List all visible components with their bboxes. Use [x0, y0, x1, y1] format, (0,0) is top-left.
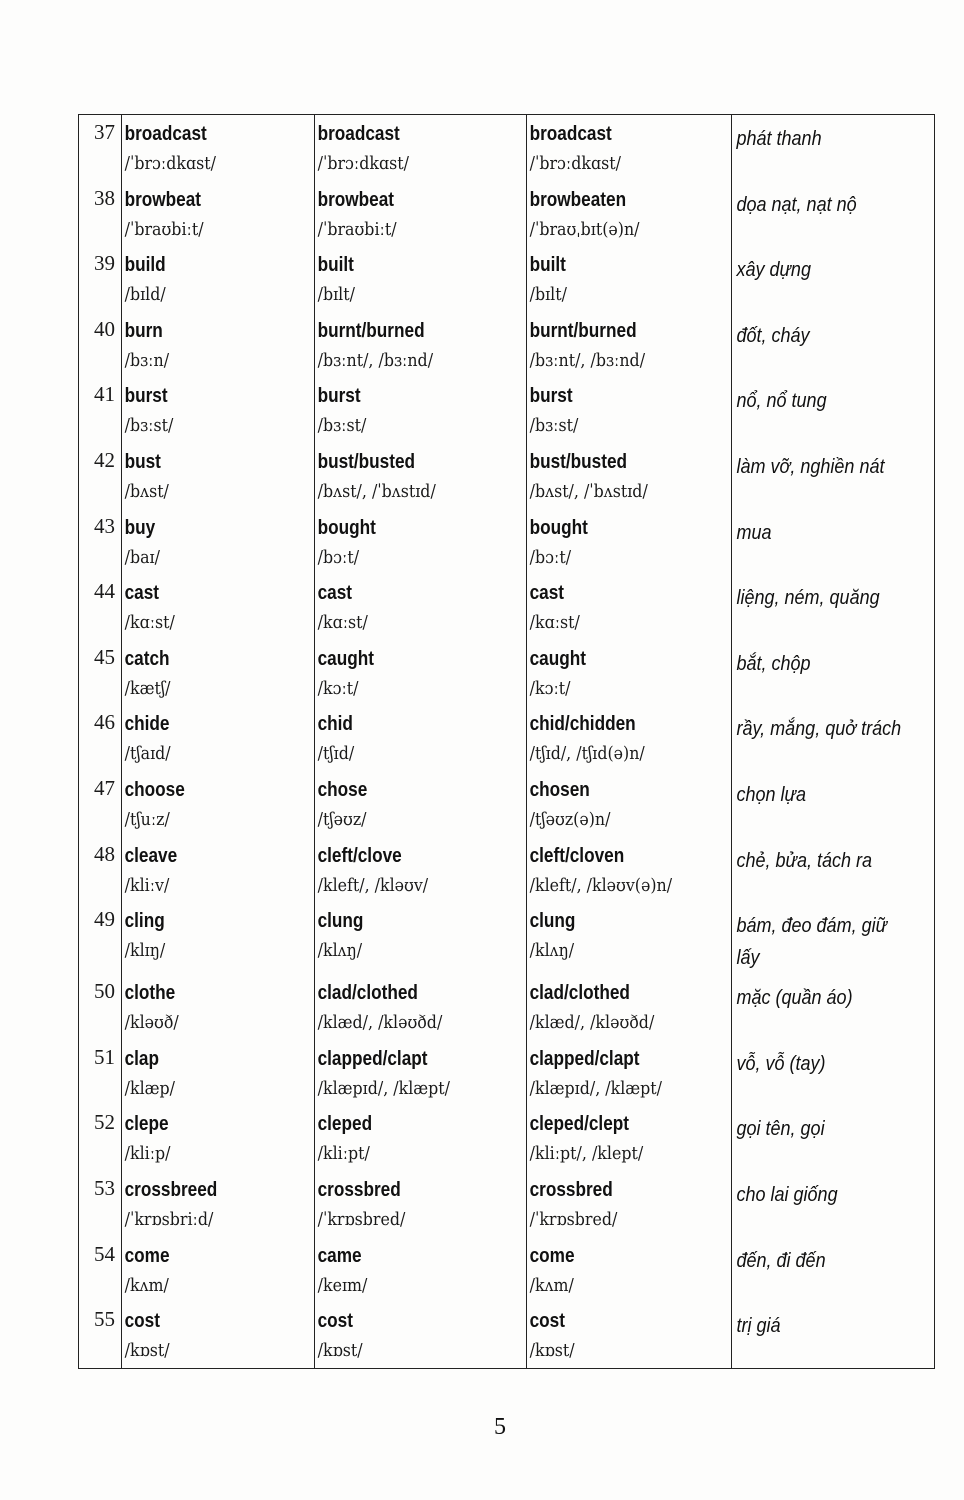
number-cell: [79, 443, 122, 509]
past-simple-pronunciation: /klæd/, /kləʊðd/: [317, 1012, 443, 1034]
past-simple-pronunciation: /ˈbrɔːdkɑst/: [317, 153, 409, 174]
verb-number: 40: [94, 316, 115, 341]
vietnamese-meaning: liệng, ném, quăng: [736, 587, 880, 610]
base-form-cell: [122, 312, 315, 378]
base-form-cell: [122, 974, 315, 1040]
meaning-cell: [732, 181, 935, 247]
base-pronunciation: /kliːv/: [124, 874, 170, 896]
past-simple-pronunciation: /bɜːnt/, /bɜːnd/: [317, 349, 434, 371]
number-cell: [79, 902, 122, 974]
base-form: clepe: [124, 1113, 169, 1136]
table-body: [79, 115, 935, 1369]
past-participle-cell: [527, 443, 732, 509]
past-participle-pronunciation: /klæpɪd/, /klæpt/: [529, 1077, 663, 1099]
verb-number: 49: [94, 907, 115, 932]
table-row: [79, 902, 935, 974]
past-simple-cell: [315, 705, 527, 771]
meaning-cell: [732, 1302, 935, 1368]
past-simple-cell: [315, 640, 527, 706]
past-participle-pronunciation: /kɔːt/: [529, 677, 571, 699]
base-form: broadcast: [124, 123, 207, 145]
past-simple-pronunciation: /kleft/, /kləʊv/: [317, 874, 429, 896]
verb-number: 51: [94, 1044, 115, 1069]
number-cell: [79, 181, 122, 247]
past-participle: clapped/clapt: [529, 1047, 640, 1070]
past-participle: cast: [529, 582, 565, 605]
table-row: [79, 640, 935, 706]
base-form-cell: [122, 1302, 315, 1368]
past-simple-cell: [315, 181, 527, 247]
vietnamese-meaning: chọn lựa: [736, 783, 806, 806]
past-simple: chid: [317, 713, 353, 736]
past-participle: caught: [529, 647, 586, 670]
past-simple-pronunciation: /tʃəʊz/: [317, 808, 367, 830]
base-pronunciation: /ˈbrɔːdkɑst/: [124, 153, 216, 174]
meaning-cell: [732, 771, 935, 837]
past-participle-cell: [527, 837, 732, 903]
past-simple-pronunciation: /kɑːst/: [317, 612, 368, 634]
past-participle: come: [529, 1244, 575, 1267]
number-cell: [79, 1171, 122, 1237]
base-form: burst: [124, 385, 168, 408]
meaning-cell: [732, 509, 935, 575]
meaning-cell: [732, 1171, 935, 1237]
base-pronunciation: /kliːp/: [124, 1143, 171, 1165]
vietnamese-meaning: nổ, nổ tung: [736, 390, 827, 413]
base-form: bust: [124, 450, 161, 473]
past-participle-pronunciation: /tʃɪd/, /tʃɪd(ə)n/: [529, 743, 645, 765]
past-participle-cell: [527, 1040, 732, 1106]
past-participle-cell: [527, 1237, 732, 1303]
base-pronunciation: /bɪld/: [124, 284, 166, 306]
base-form-cell: [122, 574, 315, 640]
irregular-verbs-table: [78, 114, 935, 1369]
past-participle: built: [529, 254, 566, 277]
past-simple-cell: [315, 771, 527, 837]
table-row: [79, 509, 935, 575]
base-pronunciation: /kləʊð/: [124, 1012, 179, 1034]
past-simple-pronunciation: /bɔːt/: [317, 546, 360, 568]
vietnamese-meaning: cho lai giống: [736, 1183, 838, 1206]
vietnamese-meaning: mặc (quần áo): [736, 987, 853, 1010]
base-form-cell: [122, 1040, 315, 1106]
past-participle: broadcast: [529, 123, 612, 145]
past-participle-cell: [527, 902, 732, 974]
past-participle: cost: [529, 1310, 565, 1333]
table-row: [79, 574, 935, 640]
past-participle-pronunciation: /kʌm/: [529, 1274, 574, 1296]
base-pronunciation: /kʌm/: [124, 1274, 169, 1296]
vietnamese-meaning: rầy, mắng, quở trách: [736, 718, 902, 741]
past-participle-pronunciation: /ˈkrɒsbred/: [529, 1208, 618, 1230]
past-simple-cell: [315, 837, 527, 903]
past-participle: bust/busted: [529, 450, 628, 473]
vietnamese-meaning: xây dựng: [736, 259, 811, 282]
base-form-cell: [122, 1171, 315, 1237]
base-form: come: [124, 1244, 170, 1267]
past-simple: built: [317, 254, 354, 277]
meaning-cell: [732, 1040, 935, 1106]
past-simple: burnt/burned: [317, 319, 425, 342]
past-simple-pronunciation: /ˈbraʊbiːt/: [317, 218, 397, 240]
past-simple: browbeat: [317, 188, 395, 211]
past-participle-pronunciation: /klʌŋ/: [529, 940, 575, 962]
past-simple-cell: [315, 1302, 527, 1368]
verb-number: 53: [94, 1175, 115, 1200]
verb-number: 46: [94, 710, 115, 735]
verb-number: 55: [94, 1307, 115, 1332]
past-simple: bought: [317, 516, 376, 539]
base-form: buy: [124, 516, 156, 539]
meaning-cell: [732, 837, 935, 903]
past-simple: chose: [317, 778, 368, 801]
table-row: [79, 115, 935, 181]
past-simple-pronunciation: /ˈkrɒsbred/: [317, 1208, 406, 1230]
past-participle: chosen: [529, 778, 590, 801]
past-participle: browbeaten: [529, 188, 627, 211]
past-simple-pronunciation: /keɪm/: [317, 1274, 368, 1296]
vietnamese-meaning: gọi tên, gọi: [736, 1118, 825, 1141]
vietnamese-meaning: phát thanh: [736, 128, 822, 150]
past-simple: clapped/clapt: [317, 1047, 428, 1070]
verb-number: 45: [94, 644, 115, 669]
past-participle-pronunciation: /bʌst/, /ˈbʌstɪd/: [529, 480, 648, 502]
base-pronunciation: /bɜːn/: [124, 349, 170, 371]
base-form-cell: [122, 246, 315, 312]
meaning-cell: [732, 246, 935, 312]
past-simple-cell: [315, 574, 527, 640]
base-form-cell: [122, 640, 315, 706]
past-simple-cell: [315, 1237, 527, 1303]
past-participle-cell: [527, 181, 732, 247]
past-simple-pronunciation: /kliːpt/: [317, 1143, 370, 1165]
past-participle-pronunciation: /bɜːst/: [529, 415, 579, 437]
past-simple: bust/busted: [317, 450, 416, 473]
verb-number: 44: [94, 579, 115, 604]
meaning-cell: [732, 902, 935, 974]
base-pronunciation: /ˈkrɒsbriːd/: [124, 1208, 214, 1230]
meaning-cell: [732, 312, 935, 378]
vietnamese-meaning: dọa nạt, nạt nộ: [736, 193, 857, 216]
table-row: [79, 1237, 935, 1303]
past-simple-pronunciation: /kɔːt/: [317, 677, 359, 699]
past-simple-pronunciation: /bɜːst/: [317, 415, 367, 437]
past-simple: crossbred: [317, 1178, 401, 1201]
verb-number: 54: [94, 1241, 115, 1266]
number-cell: [79, 377, 122, 443]
past-participle-pronunciation: /bɜːnt/, /bɜːnd/: [529, 349, 646, 371]
past-simple: cleped: [317, 1113, 373, 1136]
past-simple-cell: [315, 115, 527, 181]
base-form-cell: [122, 771, 315, 837]
base-form-cell: [122, 509, 315, 575]
past-participle-pronunciation: /kɑːst/: [529, 612, 580, 634]
table-row: [79, 974, 935, 1040]
past-participle-pronunciation: /kɒst/: [529, 1340, 575, 1362]
number-cell: [79, 574, 122, 640]
table-row: [79, 1171, 935, 1237]
past-participle: burst: [529, 385, 573, 408]
past-simple-cell: [315, 974, 527, 1040]
base-form: chide: [124, 713, 170, 736]
page-number: 5: [494, 1414, 506, 1440]
past-participle: burnt/burned: [529, 319, 637, 342]
base-pronunciation: /bɜːst/: [124, 415, 174, 437]
past-participle-cell: [527, 509, 732, 575]
number-cell: [79, 509, 122, 575]
past-simple-cell: [315, 312, 527, 378]
meaning-cell: [732, 377, 935, 443]
past-simple-cell: [315, 1171, 527, 1237]
past-participle-pronunciation: /bɪlt/: [529, 284, 567, 306]
past-simple: cost: [317, 1310, 353, 1333]
number-cell: [79, 974, 122, 1040]
table-row: [79, 1040, 935, 1106]
past-participle: clung: [529, 910, 576, 933]
vietnamese-meaning: làm vỡ, nghiền nát: [736, 455, 885, 478]
past-participle-cell: [527, 246, 732, 312]
past-simple-pronunciation: /bʌst/, /ˈbʌstɪd/: [317, 480, 436, 502]
base-form: cast: [124, 582, 160, 605]
base-pronunciation: /kɒst/: [124, 1340, 170, 1362]
past-participle: cleft/cloven: [529, 844, 625, 867]
number-cell: [79, 115, 122, 181]
base-pronunciation: /bʌst/: [124, 480, 169, 502]
base-form-cell: [122, 115, 315, 181]
verb-number: 37: [94, 120, 115, 144]
table-row: [79, 1105, 935, 1171]
past-participle-pronunciation: /bɔːt/: [529, 546, 572, 568]
base-form-cell: [122, 705, 315, 771]
table-row: [79, 705, 935, 771]
past-participle-cell: [527, 115, 732, 181]
vietnamese-meaning: đến, đi đến: [736, 1249, 826, 1272]
past-participle-pronunciation: /tʃəʊz(ə)n/: [529, 808, 611, 830]
base-pronunciation: /baɪ/: [124, 546, 160, 568]
verb-number: 48: [94, 841, 115, 866]
vietnamese-meaning: đốt, cháy: [736, 324, 810, 347]
past-simple-cell: [315, 1040, 527, 1106]
base-form: crossbreed: [124, 1178, 218, 1201]
verb-number: 39: [94, 251, 115, 276]
base-pronunciation: /klɪŋ/: [124, 940, 166, 962]
base-form: build: [124, 254, 166, 277]
base-form: cling: [124, 910, 165, 933]
table-row: [79, 181, 935, 247]
meaning-cell: [732, 443, 935, 509]
past-participle-cell: [527, 771, 732, 837]
number-cell: [79, 312, 122, 378]
table-row: [79, 771, 935, 837]
base-form: catch: [124, 647, 170, 670]
table-row: [79, 312, 935, 378]
number-cell: [79, 837, 122, 903]
base-form-cell: [122, 443, 315, 509]
verb-number: 50: [94, 979, 115, 1004]
past-simple: caught: [317, 647, 374, 670]
base-form: burn: [124, 319, 163, 342]
base-pronunciation: /kætʃ/: [124, 677, 171, 699]
number-cell: [79, 771, 122, 837]
past-participle: cleped/clept: [529, 1113, 630, 1136]
table-row: [79, 246, 935, 312]
number-cell: [79, 1302, 122, 1368]
past-simple-cell: [315, 443, 527, 509]
table-row: [79, 837, 935, 903]
past-simple: came: [317, 1244, 362, 1267]
past-participle-cell: [527, 312, 732, 378]
base-form-cell: [122, 837, 315, 903]
past-simple: clad/clothed: [317, 982, 418, 1005]
base-form-cell: [122, 1237, 315, 1303]
past-participle-cell: [527, 574, 732, 640]
past-simple-pronunciation: /klʌŋ/: [317, 940, 363, 962]
meaning-cell: [732, 1105, 935, 1171]
past-participle-cell: [527, 640, 732, 706]
past-simple-pronunciation: /kɒst/: [317, 1340, 363, 1362]
table-row: [79, 377, 935, 443]
number-cell: [79, 246, 122, 312]
past-participle: crossbred: [529, 1178, 613, 1201]
base-form: cleave: [124, 844, 178, 867]
past-simple: broadcast: [317, 123, 400, 145]
verb-number: 52: [94, 1110, 115, 1135]
meaning-cell: [732, 574, 935, 640]
base-form-cell: [122, 902, 315, 974]
base-form-cell: [122, 377, 315, 443]
past-simple-pronunciation: /bɪlt/: [317, 284, 355, 306]
past-simple: cast: [317, 582, 353, 605]
past-participle-cell: [527, 1105, 732, 1171]
meaning-cell: [732, 974, 935, 1040]
past-participle: bought: [529, 516, 588, 539]
vietnamese-meaning: bám, đeo đám, giữ lấy: [736, 915, 887, 970]
base-form: clap: [124, 1047, 160, 1070]
past-participle-pronunciation: /ˈbrɔːdkɑst/: [529, 153, 621, 174]
past-participle-cell: [527, 705, 732, 771]
verb-number: 41: [94, 382, 115, 407]
past-participle-cell: [527, 1171, 732, 1237]
verb-number: 42: [94, 447, 115, 472]
base-pronunciation: /kɑːst/: [124, 612, 175, 634]
past-participle-cell: [527, 974, 732, 1040]
past-simple-cell: [315, 1105, 527, 1171]
number-cell: [79, 640, 122, 706]
base-form: choose: [124, 778, 185, 801]
past-simple-cell: [315, 246, 527, 312]
past-simple: cleft/clove: [317, 844, 402, 867]
past-simple-pronunciation: /tʃɪd/: [317, 743, 355, 765]
past-simple-pronunciation: /klæpɪd/, /klæpt/: [317, 1077, 451, 1099]
vietnamese-meaning: vỗ, vỗ (tay): [736, 1052, 826, 1075]
number-cell: [79, 1237, 122, 1303]
verb-number: 43: [94, 513, 115, 538]
past-participle-pronunciation: /ˈbraʊˌbɪt(ə)n/: [529, 218, 640, 240]
table-row: [79, 1302, 935, 1368]
verb-number: 38: [94, 185, 115, 210]
past-simple-cell: [315, 509, 527, 575]
past-simple-cell: [315, 377, 527, 443]
number-cell: [79, 705, 122, 771]
past-simple: clung: [317, 910, 364, 933]
base-form: clothe: [124, 982, 176, 1005]
base-form: cost: [124, 1310, 160, 1333]
past-participle: chid/chidden: [529, 713, 636, 736]
base-form-cell: [122, 1105, 315, 1171]
verb-number: 47: [94, 775, 115, 800]
base-form: browbeat: [124, 188, 202, 211]
number-cell: [79, 1105, 122, 1171]
vietnamese-meaning: mua: [736, 521, 772, 544]
past-simple-cell: [315, 902, 527, 974]
base-pronunciation: /ˈbraʊbiːt/: [124, 218, 204, 240]
base-pronunciation: /tʃuːz/: [124, 808, 170, 830]
past-participle: clad/clothed: [529, 982, 630, 1005]
meaning-cell: [732, 705, 935, 771]
past-participle-pronunciation: /kliːpt/, /klept/: [529, 1143, 644, 1165]
number-cell: [79, 1040, 122, 1106]
meaning-cell: [732, 640, 935, 706]
past-simple: burst: [317, 385, 361, 408]
vietnamese-meaning: chẻ, bửa, tách ra: [736, 849, 872, 872]
table-row: [79, 443, 935, 509]
vietnamese-meaning: trị giá: [736, 1315, 781, 1338]
base-form-cell: [122, 181, 315, 247]
meaning-cell: [732, 1237, 935, 1303]
base-pronunciation: /tʃaɪd/: [124, 743, 171, 765]
vietnamese-meaning: bắt, chộp: [736, 652, 811, 675]
past-participle-pronunciation: /kleft/, /kləʊv(ə)n/: [529, 874, 673, 896]
past-participle-cell: [527, 1302, 732, 1368]
past-participle-cell: [527, 377, 732, 443]
base-pronunciation: /klæp/: [124, 1077, 176, 1099]
meaning-cell: [732, 115, 935, 181]
past-participle-pronunciation: /klæd/, /kləʊðd/: [529, 1012, 655, 1034]
